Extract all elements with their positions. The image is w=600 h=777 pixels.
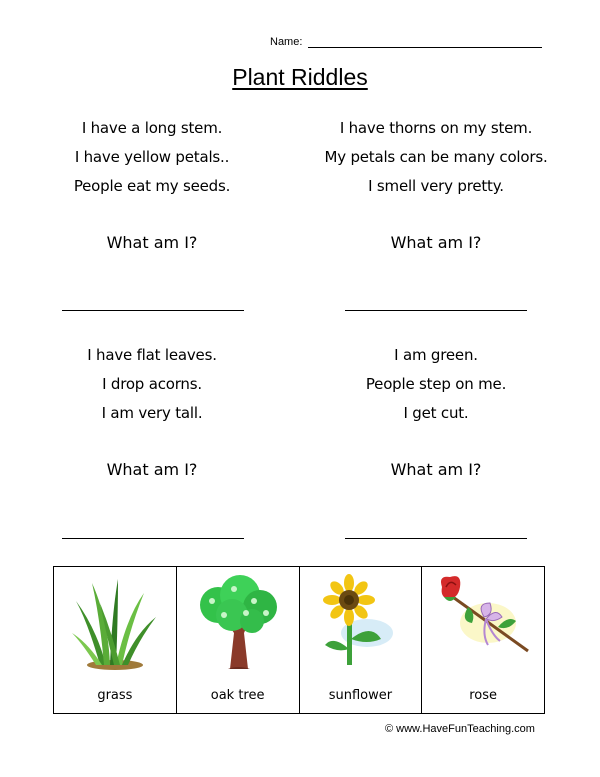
riddle-line: I have yellow petals.. xyxy=(74,148,230,166)
word-bank xyxy=(53,566,545,714)
riddle-line: I have thorns on my stem. xyxy=(339,119,533,137)
name-label: Name: xyxy=(270,36,303,48)
riddle-line: I get cut. xyxy=(403,404,469,422)
sunflower-icon xyxy=(315,573,405,668)
riddle-question: What am I? xyxy=(390,460,482,479)
word-bank-cell-oak-tree xyxy=(177,567,300,713)
riddle-line: I have flat leaves. xyxy=(87,346,217,364)
page-title: Plant Riddles xyxy=(232,64,368,90)
riddle-question: What am I? xyxy=(106,460,198,479)
word-bank-cell-grass xyxy=(54,567,177,713)
copyright-footer: © www.HaveFunTeaching.com xyxy=(385,723,535,735)
riddle-line: I am green. xyxy=(394,346,478,364)
riddle-line: I am very tall. xyxy=(101,404,203,422)
answer-line-1[interactable] xyxy=(62,310,244,311)
riddle-4 xyxy=(306,341,566,479)
word-bank-label: rose xyxy=(469,688,498,703)
riddle-line: I drop acorns. xyxy=(102,375,202,393)
riddle-1 xyxy=(22,114,282,252)
riddle-line: I have a long stem. xyxy=(81,119,223,137)
word-bank-cell-rose xyxy=(422,567,544,713)
riddle-line: People eat my seeds. xyxy=(73,177,231,195)
name-row xyxy=(270,36,542,48)
word-bank-label: grass xyxy=(97,688,133,703)
riddle-3 xyxy=(22,341,282,479)
word-bank-label: sunflower xyxy=(328,688,393,703)
riddle-question: What am I? xyxy=(390,233,482,252)
name-field[interactable] xyxy=(308,37,542,48)
word-bank-cell-sunflower xyxy=(300,567,423,713)
answer-line-2[interactable] xyxy=(345,310,527,311)
word-bank-label: oak tree xyxy=(210,688,265,703)
riddle-2 xyxy=(306,114,566,252)
riddle-line: My petals can be many colors. xyxy=(324,148,548,166)
riddle-line: I smell very pretty. xyxy=(368,177,504,195)
oak-tree-icon xyxy=(188,573,288,673)
grass-icon xyxy=(70,573,160,673)
answer-line-4[interactable] xyxy=(345,538,527,539)
riddle-line: People step on me. xyxy=(365,375,507,393)
rose-icon xyxy=(428,573,538,668)
answer-line-3[interactable] xyxy=(62,538,244,539)
riddle-question: What am I? xyxy=(106,233,198,252)
